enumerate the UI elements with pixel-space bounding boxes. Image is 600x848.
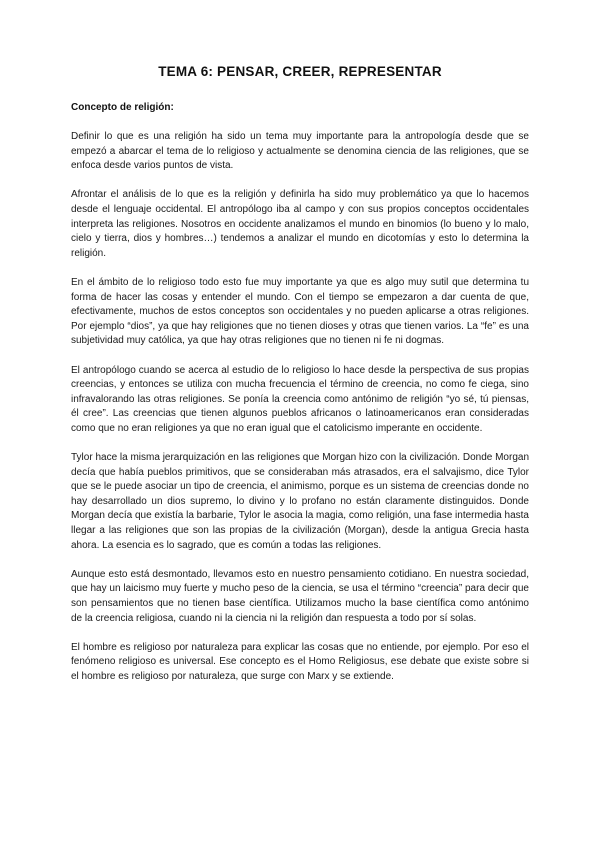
paragraph-4: El antropólogo cuando se acerca al estudio de lo religioso lo hace desde la perspectiva de sus propias creencias, y entonces se utiliza con mucha frecuencia el término de creencia, no como fe ciega, sino infravalorando las otras religiones. Se ponía la creencia como antónimo de religión “yo sé, tú piensas, él cree”. Las creencias que tienen algunos pueblos africanos o latinoamericanos eran consideradas como que no eran religiones ya que no eran igual que el catolicismo imperante en occidente. [71, 364, 529, 434]
paragraph-7: El hombre es religioso por naturaleza para explicar las cosas que no entiende, por ejemplo. Por eso el fenómeno religioso es universal. Ese concepto es el Homo Religiosus, ese debate que existe sobre si el hombre es religioso por naturaleza, que surge con Marx y se extiende. [71, 641, 529, 682]
paragraph-2: Afrontar el análisis de lo que es la religión y definirla ha sido muy problemático ya que lo hacemos desde el lenguaje occidental. El antropólogo iba al campo y con sus propios conceptos occidentales interpreta las religiones. Nosotros en occidente analizamos el mundo en binomios (lo bueno y lo malo, cielo y tierra, dios y hombres…) tendemos a analizar el mundo en dicotomías y esto lo determina la religión. [71, 189, 529, 259]
page-title: TEMA 6: PENSAR, CREER, REPRESENTAR [158, 64, 442, 79]
paragraph-1: Definir lo que es una religión ha sido un tema muy importante para la antropología desde que se empezó a abarcar el tema de lo religioso y actualmente se denomina ciencia de las religiones, que se enfoca desde varios puntos de vista. [71, 131, 529, 172]
section-heading: Concepto de religión: [71, 102, 174, 113]
paragraph-3: En el ámbito de lo religioso todo esto fue muy importante ya que es algo muy sutil que determina tu forma de hacer las cosas y entender el mundo. Con el tiempo se empezaron a dar cuenta de que, efectivamente, muchos de estos conceptos son occidentales y no pueden aplicarse a otras religiones. Por ejemplo “dios”, ya que hay religiones que no tienen dioses y otras que tienen varios. La “fe” es una subjetividad muy católica, ya que hay otras religiones que no tienen ni fe ni dogmas. [71, 276, 529, 347]
paragraph-5: Tylor hace la misma jerarquización en las religiones que Morgan hizo con la civilización. Donde Morgan decía que había pueblos primitivos, que se consideraban más atrasados, era el salvajismo, dice Tylor que se le puede asociar un tipo de creencia, el animismo, porque es un sistema de creencias donde no hay desarrollado un dios supremo, lo divino y lo profano no están claramente distinguidos. Donde Morgan decía que existía la barbarie, Tylor le asocia la magia, como religión, una fase intermedia hasta llegar a las religiones que son las propias de la civilización (Morgan), desde la antigua Grecia hasta ahora. La esencia es lo sagrado, que es común a todas las religiones. [71, 452, 530, 551]
paragraph-6: Aunque esto está desmontado, llevamos esto en nuestro pensamiento cotidiano. En nuestra sociedad, que hay un laicismo muy fuerte y mucho peso de la ciencia, se usa el término “creencia” para decir que son pensamientos que no tienen base científica. Utilizamos mucho la base científica como antónimo de la creencia religiosa, cuando ni la ciencia ni la religión dan respuesta a todo por sí solas. [71, 568, 529, 624]
